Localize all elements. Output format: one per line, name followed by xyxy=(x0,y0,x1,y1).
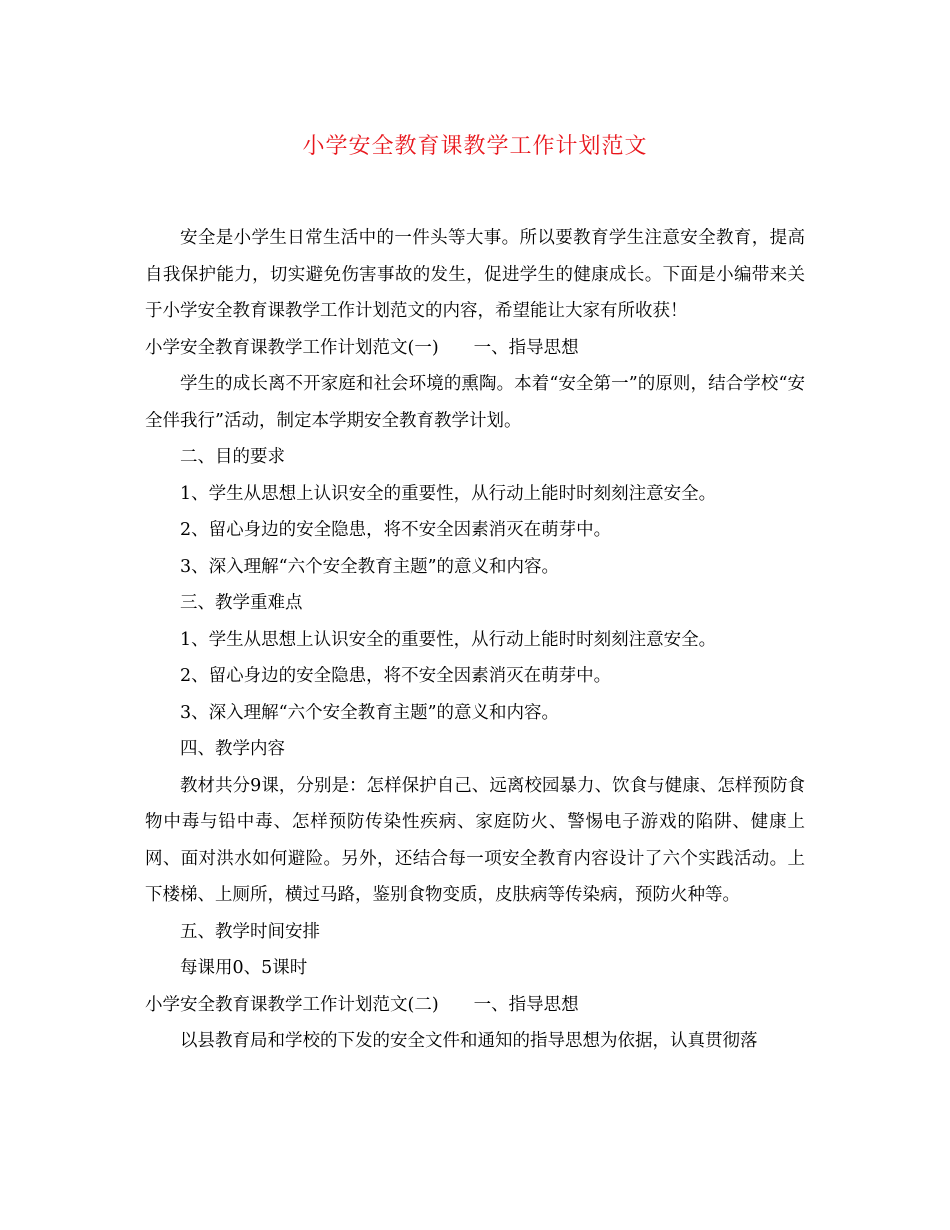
goals-heading: 二、目的要求 xyxy=(180,447,285,467)
content-heading: 四、教学内容 xyxy=(180,739,285,759)
document-body xyxy=(145,220,805,1060)
goal-item: 1、学生从思想上认识安全的重要性，从行动上能时时刻刻注意安全。 xyxy=(180,483,717,504)
content-paragraph: 教材共分9课，分别是：怎样保护自己、远离校园暴力、饮食与健康、怎样预防食物中毒与铅中毒、怎样预防传染性疾病、家庭防火、警惕电子游戏的陷阱、健康上网、面对洪水如何避险。另外，还结合每一项安全教育内容设计了六个实践活动。上下楼梯、上厕所，横过马路，鉴别食物变质，皮肤病等传染病，预防火种等。 xyxy=(145,775,805,905)
key-point-item: 1、学生从思想上认识安全的重要性，从行动上能时时刻刻注意安全。 xyxy=(180,629,717,650)
key-points-heading: 三、教学重难点 xyxy=(180,593,303,613)
goal-item: 3、深入理解“六个安全教育主题”的意义和内容。 xyxy=(180,556,560,577)
intro-paragraph: 安全是小学生日常生活中的一件头等大事。所以要教育学生注意安全教育，提高自我保护能力，切实避免伤害事故的发生，促进学生的健康成长。下面是小编带来关于小学安全教育课教学工作计划范文的内容，希望能让大家有所收获！ xyxy=(145,228,805,321)
section1-heading: 小学安全教育课教学工作计划范文(一) 一、指导思想 xyxy=(145,337,579,358)
section2-heading: 小学安全教育课教学工作计划范文(二) 一、指导思想 xyxy=(145,994,579,1015)
schedule-heading: 五、教学时间安排 xyxy=(180,921,320,942)
document-title: 小学安全教育课教学工作计划范文 xyxy=(302,134,648,159)
goal-item: 2、留心身边的安全隐患，将不安全因素消灭在萌芽中。 xyxy=(180,520,612,540)
key-point-item: 2、留心身边的安全隐患，将不安全因素消灭在萌芽中。 xyxy=(180,666,612,686)
schedule-text: 每课用0、5课时 xyxy=(180,958,308,978)
section1-paragraph: 学生的成长离不开家庭和社会环境的熏陶。本着“安全第一”的原则，结合学校“安全伴我行”活动，制定本学期安全教育教学计划。 xyxy=(145,374,805,431)
section2-paragraph: 以县教育局和学校的下发的安全文件和通知的指导思想为依据，认真贯彻落 xyxy=(180,1031,758,1051)
key-point-item: 3、深入理解“六个安全教育主题”的意义和内容。 xyxy=(180,702,560,723)
